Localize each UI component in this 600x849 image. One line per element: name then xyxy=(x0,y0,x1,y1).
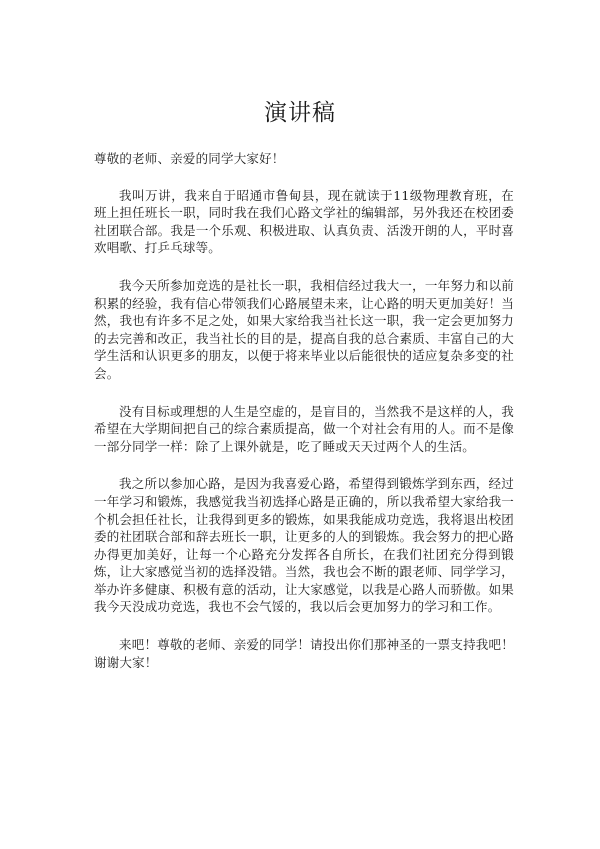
greeting-line: 尊敬的老师、亲爱的同学大家好！ xyxy=(94,151,285,166)
document-title: 演讲稿 xyxy=(264,100,336,126)
paragraph-4: 我之所以参加心路，是因为我喜爱心路，希望得到锻炼学到东西，经过一年学习和锻炼，我感觉我当初选择心路是正确的，所以我希望大家给我一个机会担任社长，让我得到更多的锻炼，如果我能成功竞选，我将退出校团委的社团联合部和辞去班长一职，让更多的人的到锻炼。我会努力的把心路办得更加美好，让每一个心路充分发挥各自所长，在我们社团充分得到锻炼，让大家感觉当初的选择没错。当然，我也会不断的跟老师、同学学习，举办许多健康、积极有意的活动，让大家感觉，以我是心路人而骄傲。如果我今天没成功竞选，我也不会气馁的，我以后会更加努力的学习和工作。 xyxy=(94,476,514,615)
paragraph-2: 我今天所参加竞选的是社长一职，我相信经过我大一，一年努力和以前积累的经验，我有信心带领我们心路展望未来，让心路的明天更加美好！当然，我也有许多不足之处，如果大家给我当社长这一职，我一定会更加努力的去完善和改正，我当社长的目的是，提高自我的总合素质、丰富自己的大学生活和认识更多的朋友，以便于将来毕业以后能很快的适应复杂多变的社会。 xyxy=(94,277,514,381)
paragraph-1: 我叫万讲，我来自于昭通市鲁甸县，现在就读于11级物理教育班，在班上担任班长一职，同时我在我们心路文学社的编辑部，另外我还在校团委社团联合部。我是一个乐观、积极进取、认真负责、活泼开朗的人，平时喜欢唱歌、打乒乓球等。 xyxy=(94,187,514,256)
paragraph-3: 没有目标或理想的人生是空虚的，是盲目的，当然我不是这样的人，我希望在大学期间把自己的综合素质提高，做一个对社会有用的人。而不是像一部分同学一样：除了上课外就是，吃了睡或天天过两个人的生活。 xyxy=(94,403,514,454)
paragraph-5: 来吧！尊敬的老师、亲爱的同学！请投出你们那神圣的一票支持我吧！谢谢大家！ xyxy=(94,637,514,670)
document-body xyxy=(94,150,514,671)
